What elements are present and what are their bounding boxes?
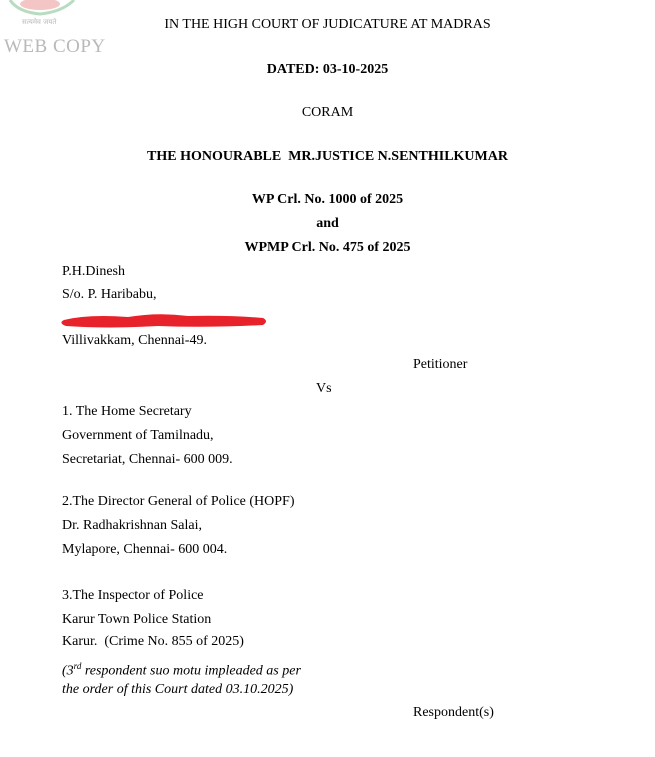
respondent-2-line-3: Mylapore, Chennai- 600 004. [62,542,228,557]
case-number: WP Crl. No. 1000 of 2025 [251,192,404,207]
respondent-3-line-1: 3.The Inspector of Police [62,588,204,603]
respondent-3-line-2: Karur Town Police Station [62,612,212,627]
court-name: IN THE HIGH COURT OF JUDICATURE AT MADRAS [164,17,491,32]
petition-number: WPMP Crl. No. 475 of 2025 [244,240,411,255]
petitioner-name: P.H.Dinesh [62,264,126,279]
respondent-2-line-2: Dr. Radhakrishnan Salai, [62,518,202,533]
redaction-mark [58,311,269,330]
respondent-1-line-3: Secretariat, Chennai- 600 009. [62,452,233,467]
impleaded-note-prefix: (3 [62,663,74,679]
versus-label: Vs [316,381,332,396]
coram-label: CORAM [301,105,354,120]
respondent-2-line-1: 2.The Director General of Police (HOPF) [62,494,295,509]
impleaded-note-line-1 [62,656,301,682]
seal-motto: सत्यमेव जयते [22,18,57,26]
web-copy-watermark: WEB COPY [4,36,106,57]
respondent-1-line-1: 1. The Home Secretary [62,404,192,419]
dated-line: DATED: 03-10-2025 [266,62,389,77]
judge-name: THE HONOURABLE MR.JUSTICE N.SENTHILKUMAR [147,149,508,164]
petitioner-address: Villivakkam, Chennai-49. [62,333,207,348]
impleaded-note-line-2: the order of this Court dated 03.10.2025) [62,682,294,697]
impleaded-note-rest: respondent suo motu impleaded as per [81,663,301,679]
impleaded-note-superscript: rd [73,661,82,671]
respondent-role: Respondent(s) [413,705,494,720]
petitioner-relation: S/o. P. Haribabu, [62,287,157,302]
and-connector: and [316,216,339,231]
petitioner-role: Petitioner [413,357,468,372]
respondent-1-line-2: Government of Tamilnadu, [62,428,214,443]
respondent-3-line-3: Karur. (Crime No. 855 of 2025) [62,634,244,649]
